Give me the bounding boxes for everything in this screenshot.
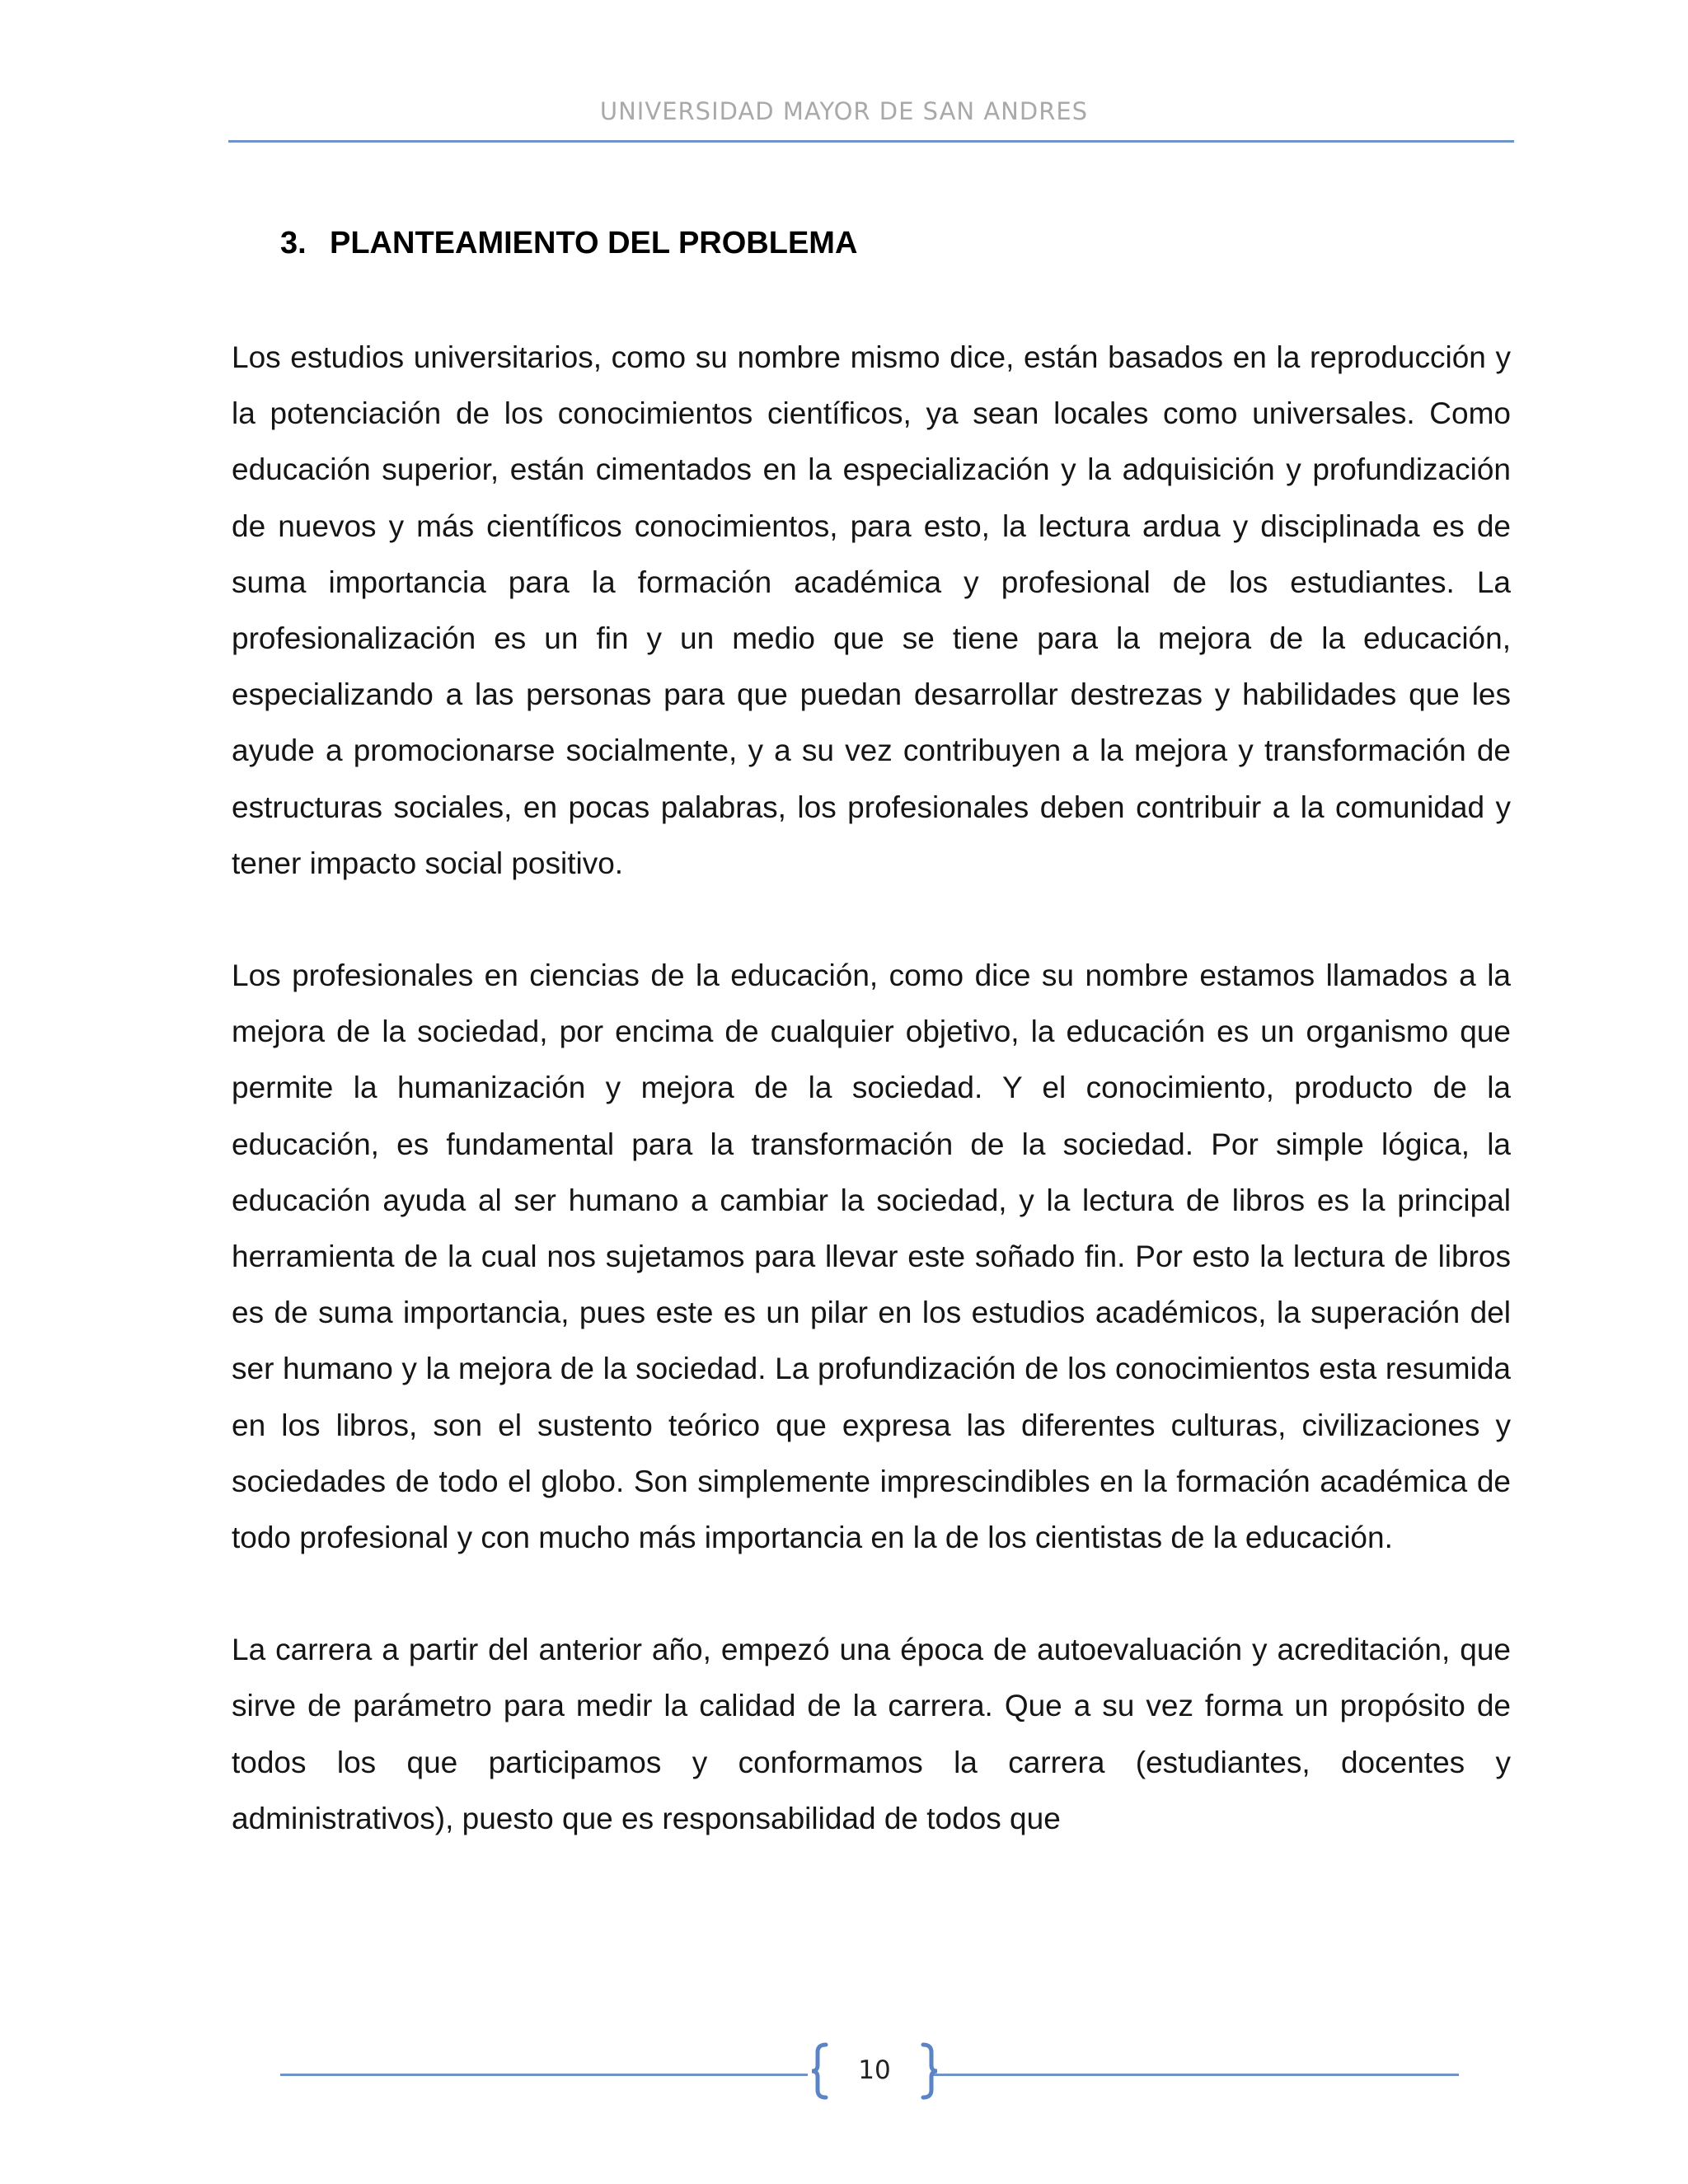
section-number: 3.: [280, 226, 307, 260]
paragraph-1: Los estudios universitarios, como su nombre mismo dice, están basados en la reproducción y la potenciación de los conocimientos científicos, ya sean locales como universales. Como educación superior, están cimentados en la especialización y la adquisición y profundización de nuevos y más científicos conocimientos, para esto, la lectura ardua y disciplinada es de suma importancia para la formación académica y profesional de los estudiantes. La profesionalización es un fin y un medio que se tiene para la mejora de la educación, especializando a las personas para que puedan desarrollar destrezas y habilidades que les ayude a promocionarse socialmente, y a su vez contribuyen a la mejora y transformación de estructuras sociales, en pocas palabras, los profesionales deben contribuir a la comunidad y tener impacto social positivo.: [232, 340, 1511, 880]
page-number: 10: [858, 2055, 891, 2085]
footer-rule-left: [280, 2074, 808, 2076]
body-text: [232, 330, 1511, 1903]
section-heading: [280, 226, 857, 261]
page-footer: [0, 2042, 1688, 2108]
running-header: UNIVERSIDAD MAYOR DE SAN ANDRES: [599, 97, 1089, 125]
right-brace-icon: [917, 2042, 941, 2100]
header-divider: [228, 140, 1514, 143]
section-title: PLANTEAMIENTO DEL PROBLEMA: [330, 226, 858, 260]
left-brace-icon: [808, 2042, 832, 2100]
paragraph-2: Los profesionales en ciencias de la educación, como dice su nombre estamos llamados a la mejora de la sociedad, por encima de cualquier objetivo, la educación es un organismo que permite la humanización y mejora de la sociedad. Y el conocimiento, producto de la educación, es fundamental para la transformación de la sociedad. Por simple lógica, la educación ayuda al ser humano a cambiar la sociedad, y la lectura de libros es la principal herramienta de la cual nos sujetamos para llevar este soñado fin. Por esto la lectura de libros es de suma importancia, pues este es un pilar en los estudios académicos, la superación del ser humano y la mejora de la sociedad. La profundización de los conocimientos esta resumida en los libros, son el sustento teórico que expresa las diferentes culturas, civilizaciones y sociedades de todo el globo. Son simplemente imprescindibles en la formación académica de todo profesional y con mucho más importancia en la de los cientistas de la educación.: [232, 958, 1511, 1555]
paragraph-3: La carrera a partir del anterior año, empezó una época de autoevaluación y acreditación, que sirve de parámetro para medir la calidad de la carrera. Que a su vez forma un propósito de todos los que participamos y conformamos la carrera (estudiantes, docentes y administrativos), puesto que es responsabilidad de todos que: [232, 1633, 1511, 1835]
footer-rule-right: [931, 2074, 1459, 2076]
